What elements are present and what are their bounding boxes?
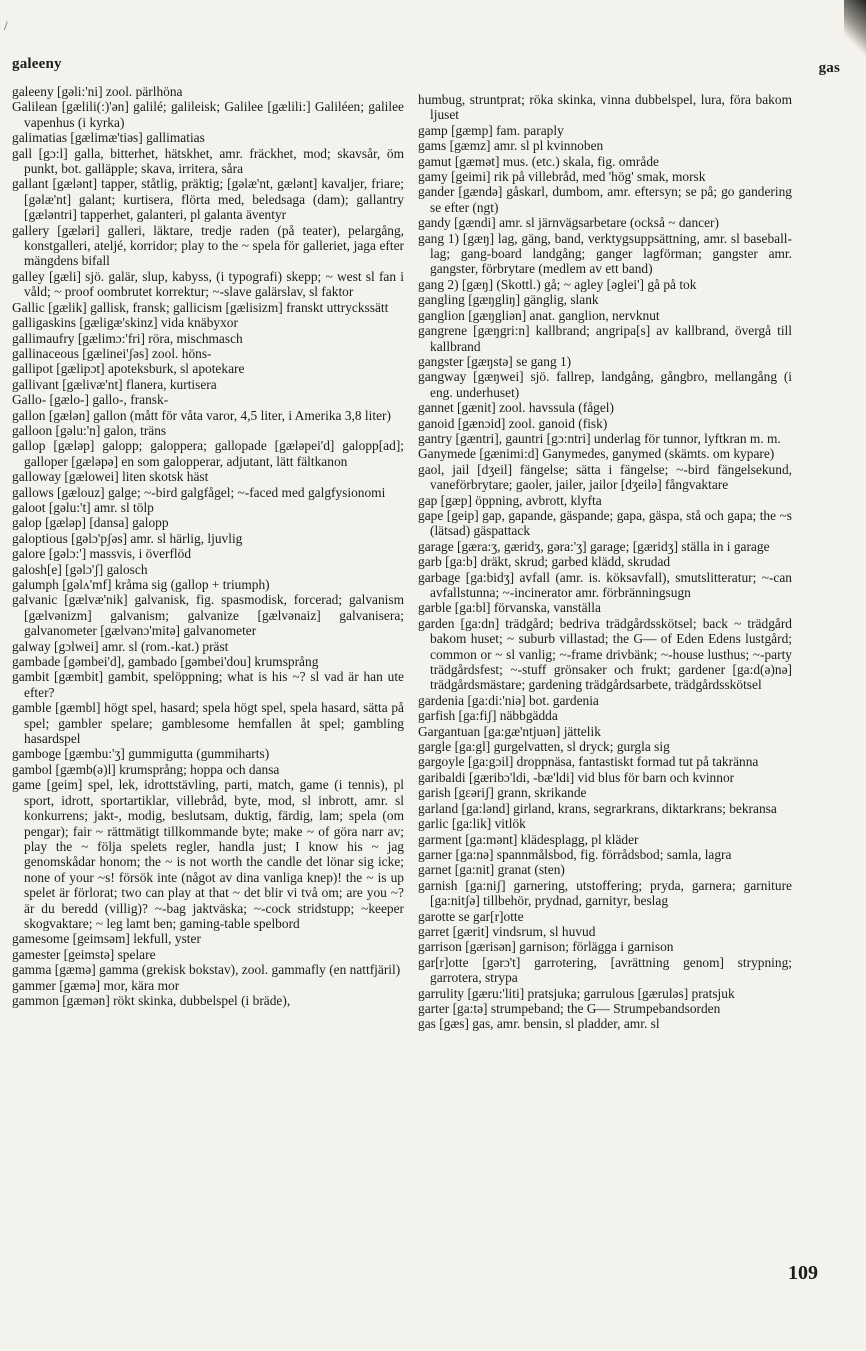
page-corner-shadow <box>844 0 866 60</box>
dictionary-entry: gallon [gælən] gallon (mått för våta varor, 4,5 liter, i Amerika 3,8 liter) <box>12 407 391 423</box>
dictionary-entry: garner [ga:nə] spannmålsbod, fig. förrådsbod; samla, lagra <box>418 846 732 862</box>
dictionary-entry: garden [ga:dn] trädgård; bedriva trädgårdsskötsel; back ~ trädgård bakom huset; ~ suburb villastad; the G— of Eden Edens lustgård; common or ~ sl vanlig; ~-frame drivbänk; ~-house lusthus; ~-party trädgårdsfest; ~-stuff grönsaker och frukt; gardener [ga:d(ə)nə] trädgårdsmästare; gardening trädgårdsarbete, trädgårdsskötsel <box>418 615 792 693</box>
dictionary-entry: gaol, jail [dʒeil] fängelse; sätta i fängelse; ~-bird fängelsekund, vaneförbrytare; gaoler, jailer, jailor [dʒeilə] fångvaktare <box>418 461 792 493</box>
dictionary-entry: galore [gəlɔ:'] massvis, i överflöd <box>12 546 192 562</box>
dictionary-entry: gamp [gæmp] fam. paraply <box>418 122 564 138</box>
dictionary-entry: gall [gɔ:l] galla, bitterhet, hätskhet, amr. fräckhet, mod; skavsår, öm punkt, bot. galläpple; skava, irritera, såra <box>12 145 404 177</box>
dictionary-entry: galimatias [gælimæ'tiəs] gallimatias <box>12 130 205 146</box>
dictionary-entry: garibaldi [gæribɔ'ldi, -bæ'ldi] vid blus för barn och kvinnor <box>418 769 735 785</box>
dictionary-entry: gallimaufry [gælimɔ:'fri] röra, mischmasch <box>12 330 243 346</box>
dictionary-entry: Ganymede [gænimi:d] Ganymedes, ganymed (skämts. om kypare) <box>418 446 775 462</box>
dictionary-entry: gamut [gæmət] mus. (etc.) skala, fig. område <box>418 153 659 169</box>
dictionary-entry: gallivant [gælivæ'nt] flanera, kurtisera <box>12 376 217 392</box>
left-column <box>12 84 404 1008</box>
dictionary-entry: gallipot [gælipɔt] apoteksburk, sl apotekare <box>12 361 245 377</box>
dictionary-entry: Gallic [gælik] gallisk, fransk; gallicism [gælisizm] franskt uttryckssätt <box>12 299 389 315</box>
dictionary-entry: galloway [gælowei] liten skotsk häst <box>12 469 209 485</box>
dictionary-entry: humbug, struntprat; röka skinka, vinna dubbelspel, lura, föra bakom ljuset <box>418 92 792 123</box>
dictionary-entry: galley [gæli] sjö. galär, slup, kabyss, (i typografi) skepp; ~ west sl fan i våld; ~ proof oombrutet korrektur; ~-slave galärslav, sl faktor <box>12 268 404 300</box>
dictionary-entry: gamester [geimstə] spelare <box>12 946 156 962</box>
dictionary-entry: galeeny [gəli:'ni] zool. pärlhöna <box>12 84 183 99</box>
dictionary-entry: gamma [gæmə] gamma (grekisk bokstav), zool. gammafly (en nattfjäril) <box>12 962 401 978</box>
dictionary-entry: ganoid [gænɔid] zool. ganoid (fisk) <box>418 415 608 431</box>
dictionary-entry: galligaskins [gæligæ'skinz] vida knäbyxor <box>12 315 238 331</box>
dictionary-entry: garble [ga:bl] förvanska, vanställa <box>418 600 601 616</box>
dictionary-entry: gangway [gæŋwei] sjö. fallrep, landgång, gångbro, mellangång (i eng. underhuset) <box>418 369 792 400</box>
margin-mark: / <box>4 18 8 33</box>
dictionary-entry: gallop [gæləp] galopp; galoppera; gallopade [gæləpei'd] galopp[ad]; galloper [gæləpə] en som galopperar, adjutant, lätt fältkanon <box>12 438 404 469</box>
dictionary-entry: garotte se gar[r]otte <box>418 908 524 924</box>
dictionary-entry: garter [ga:tə] strumpeband; the G— Strumpebandsorden <box>418 1000 721 1016</box>
dictionary-entry: gallant [gælənt] tapper, ståtlig, präktig; [gəlæ'nt, gælənt] kavaljer, friare; [gəlæ'nt] galant; kurtisera, flörta med, beledsaga (dam); gallantry [gæləntri] tapperhet, galanteri, pl galanta äventyr <box>12 176 404 223</box>
dictionary-entry: galloon [gəlu:'n] galon, träns <box>12 422 167 438</box>
dictionary-entry: Gallo- [gælo-] gallo-, fransk- <box>12 392 169 408</box>
dictionary-entry: gangling [gæŋgliŋ] gänglig, slank <box>418 292 599 308</box>
dictionary-entry: galway [gɔlwei] amr. sl (rom.-kat.) präst <box>12 638 229 654</box>
dictionary-entry: gannet [gænit] zool. havssula (fågel) <box>418 400 614 416</box>
dictionary-entry: garage [gæra:ʒ, gæridʒ, gəra:'ʒ] garage; [gæridʒ] ställa in i garage <box>418 538 770 554</box>
dictionary-entry: garbage [ga:bidʒ] avfall (amr. is. köksavfall), smutslitteratur; ~-can avfallstunna; ~-incinerator amr. förbränningsugn <box>418 569 792 600</box>
dictionary-entry: gas [gæs] gas, amr. bensin, sl pladder, amr. sl <box>418 1016 660 1032</box>
dictionary-entry: gantry [gæntri], gauntri [gɔ:ntri] underlag för tunnor, lyftkran m. m. <box>418 430 781 446</box>
dictionary-entry: gangster [gæŋstə] se gang 1) <box>418 353 572 369</box>
dictionary-entry: gallery [gæləri] galleri, läktare, tredje raden (på teater), pelargång, konstgalleri, ateljé, korridor; play to the ~ spela för galleriet, jaga efter mängdens bifall <box>12 222 404 269</box>
dictionary-entry: gap [gæp] öppning, avbrott, klyfta <box>418 492 602 508</box>
dictionary-entry: gambit [gæmbit] gambit, spelöppning; what is his ~? sl vad är han ute efter? <box>12 669 404 700</box>
dictionary-entry: gammon [gæmən] rökt skinka, dubbelspel (i bräde), <box>12 992 291 1008</box>
dictionary-entry: gangrene [gæŋgri:n] kallbrand; angripa[s] av kallbrand, övergå till kallbrand <box>418 323 792 354</box>
dictionary-entry: galop [gæləp] [dansa] galopp <box>12 515 169 531</box>
dictionary-entry: garret [gærit] vindsrum, sl huvud <box>418 923 596 939</box>
dictionary-entry: gamboge [gæmbu:'ʒ] gummigutta (gummiharts) <box>12 746 270 762</box>
dictionary-entry: gang 1) [gæŋ] lag, gäng, band, verktygsuppsättning, amr. sl baseball-lag; gang-board landgång; ganger lagförman; gangster amr. gangster, förbrytare (medlem av ett band) <box>418 230 792 277</box>
dictionary-entry: garlic [ga:lik] vitlök <box>418 816 526 832</box>
dictionary-entry: gamble [gæmbl] högt spel, hasard; spela högt spel, spela hasard, sätta på spel; gambler spelare; gamblesome hemfallen åt spel; gambling hasardspel <box>12 700 404 747</box>
dictionary-entry: gar[r]otte [gərɔ't] garrotering, [avrättning genom] strypning; garrotera, strypa <box>418 954 792 986</box>
dictionary-entry: garrulity [gæru:'liti] pratsjuka; garrulous [gærulәs] pratsjuk <box>418 985 735 1001</box>
dictionary-entry: gamy [geimi] rik på villebråd, med 'hög' smak, morsk <box>418 169 706 185</box>
dictionary-entry: gander [gændə] gåskarl, dumbom, amr. eftersyn; se på; go gandering se efter (ngt) <box>418 184 792 215</box>
dictionary-entry: gams [gæmz] amr. sl pl kvinnoben <box>418 138 604 154</box>
dictionary-entry: garb [ga:b] dräkt, skrud; garbed klädd, skrudad <box>418 554 671 570</box>
dictionary-entry: garland [ga:lənd] girland, krans, segrarkrans, diktarkrans; bekransa <box>418 800 777 816</box>
dictionary-entry: garnet [ga:nit] granat (sten) <box>418 862 565 878</box>
page-number: 109 <box>788 1262 818 1284</box>
running-head-left: galeeny <box>12 56 62 72</box>
dictionary-entry: gammer [gæmə] mor, kära mor <box>12 977 180 993</box>
dictionary-entry: garment [ga:mənt] klädesplagg, pl kläder <box>418 831 639 847</box>
dictionary-entry: galosh[e] [gəlɔ'ʃ] galosch <box>12 561 148 577</box>
dictionary-entry: gallinaceous [gælinei'ʃəs] zool. höns- <box>12 345 212 361</box>
dictionary-entry: Galilean [gælili(:)'ən] galilé; galileisk; Galilee [gælili:] Galiléen; galilee vapenhus (i kyrka) <box>12 99 404 130</box>
dictionary-entry: gargle [ga:gl] gurgelvatten, sl dryck; gurgla sig <box>418 739 670 755</box>
dictionary-entry: gandy [gændi] amr. sl järnvägsarbetare (också ~ dancer) <box>418 215 719 231</box>
dictionary-entry: galumph [gəlʌ'mf] kråma sig (gallop + triumph) <box>12 577 270 592</box>
dictionary-entry: Gargantuan [ga:gæ'ntjuən] jättelik <box>418 723 601 739</box>
dictionary-entry: gallows [gælouz] galge; ~-bird galgfågel; ~-faced med galgfysionomi <box>12 484 386 500</box>
dictionary-entry: galvanic [gælvæ'nik] galvanisk, fig. spasmodisk, forcerad; galvanism [gælvənizm] galvanism; galvanize [gælvənaiz] galvanisera; galvanometer [gælvənɔ'mitə] galvanometer <box>12 592 404 639</box>
dictionary-entry: game [geim] spel, lek, idrottstävling, parti, match, game (i tennis), pl sport, idrott, sportartiklar, villebråd, byte, mod, sl inbrott, amr. sl konkurrens; jakt-, modig, beslutsam, duktig, färdig, lam; spela (om pengar); fair ~ rättmätigt tillkommande byte; make ~ of göra narr av; play the ~ följa spelets regler, handla just; I know his ~ jag genomskådar honom; the ~ is not worth the candle det lönar sig icke; none of your ~s! försök inte (något av dina vanliga knep)! the ~ is up spelet är förlorat; two can play at that ~ det blir vi två om; are you ~? är du beredd (villig)? ~-bag jaktväska; ~-cock stridstupp; ~keeper skogvaktare; ~ leg lamt ben; gaming-table spelbord <box>12 777 404 931</box>
dictionary-entry: galoptious [gəlɔ'pʃəs] amr. sl härlig, ljuvlig <box>12 530 243 546</box>
dictionary-entry: garrison [gærisən] garnison; förlägga i garnison <box>418 939 674 955</box>
dictionary-entry: galoot [gəlu:'t] amr. sl tölp <box>12 499 154 515</box>
dictionary-entry: gardenia [ga:di:'niə] bot. gardenia <box>418 692 599 708</box>
dictionary-entry: gambol [gæmb(ə)l] krumsprång; hoppa och dansa <box>12 761 280 777</box>
dictionary-entry: gamesome [geimsəm] lekfull, yster <box>12 931 201 947</box>
dictionary-entry: garfish [ga:fiʃ] näbbgädda <box>418 708 558 724</box>
dictionary-entry: gargoyle [ga:gɔil] droppnäsa, fantastiskt formad tut på takränna <box>418 754 759 770</box>
dictionary-entry: gambade [gəmbei'd], gambado [gəmbei'dou] krumsprång <box>12 654 319 670</box>
dictionary-entry: garish [gɛəriʃ] grann, skrikande <box>418 785 587 801</box>
dictionary-entry: ganglion [gæŋgliən] anat. ganglion, nervknut <box>418 307 660 323</box>
right-column <box>418 92 792 1032</box>
dictionary-entry: garnish [ga:niʃ] garnering, utstoffering; pryda, garnera; garniture [ga:nitʃə] tillbehör, prydnad, garnityr, beslag <box>418 877 792 909</box>
dictionary-entry: gang 2) [gæŋ] (Skottl.) gå; ~ agley [əglei'] gå på tok <box>418 276 697 292</box>
dictionary-entry: gape [geip] gap, gapande, gäspande; gapa, gäspa, stå och gapa; the ~s (lätsad) gäspattack <box>418 507 792 539</box>
running-head-right: gas <box>818 60 840 76</box>
